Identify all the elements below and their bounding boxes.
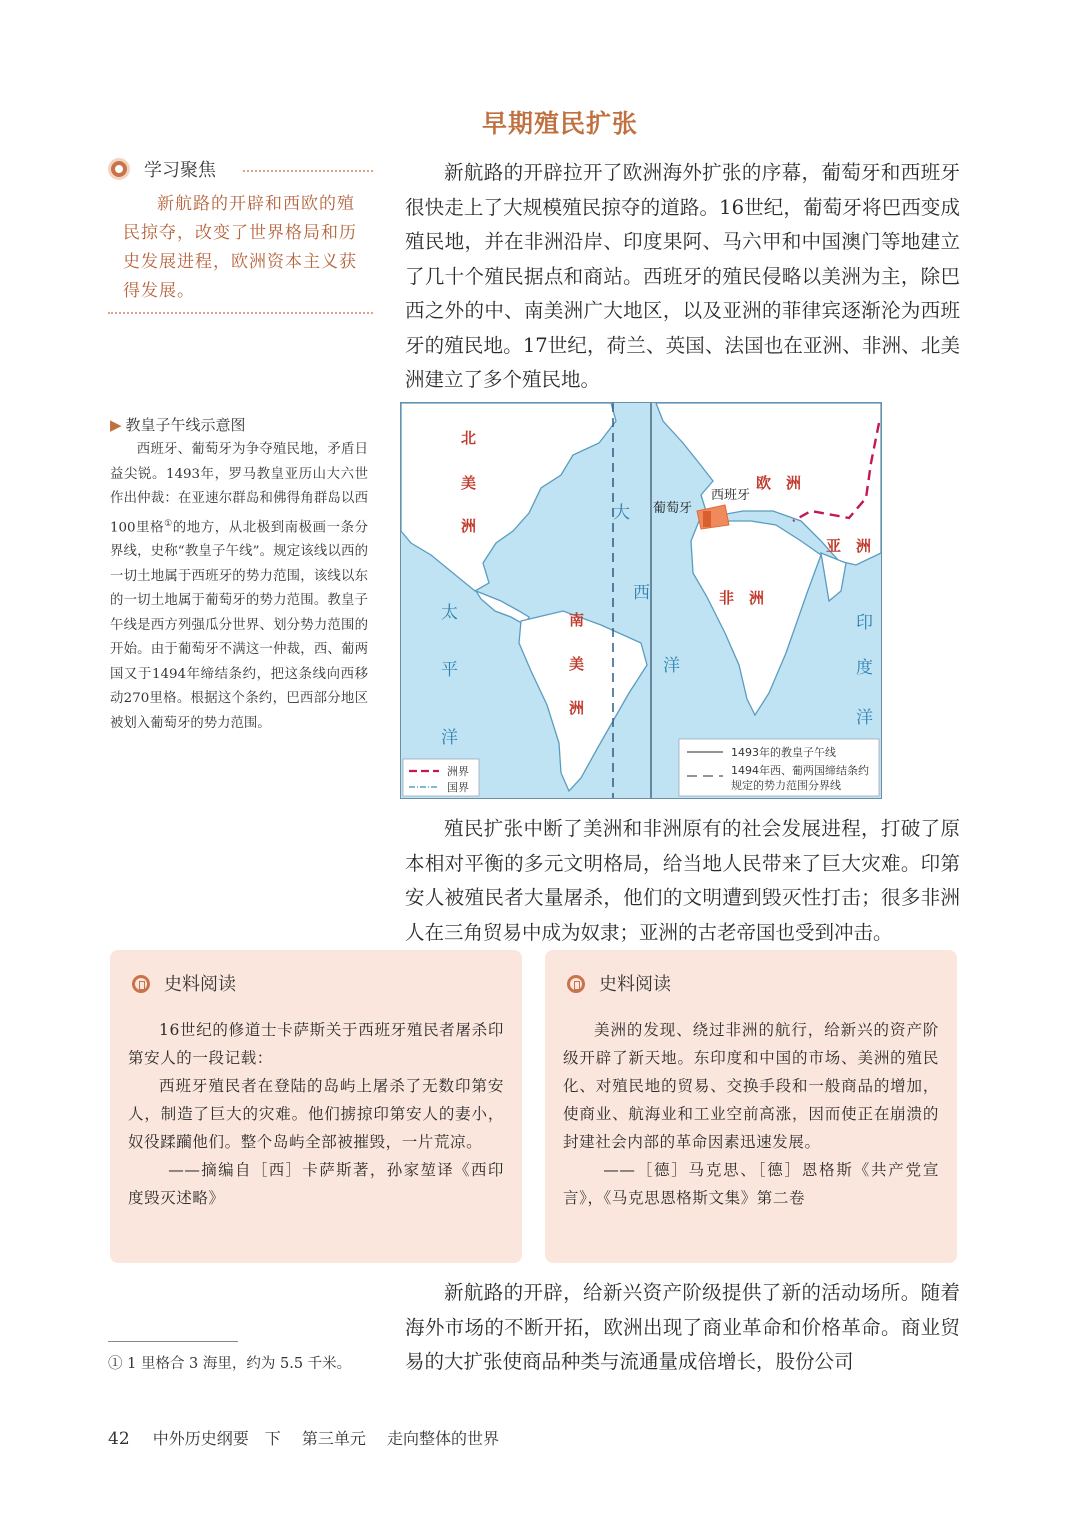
body-paragraph: 新航路的开辟，给新兴资产阶级提供了新的活动场所。随着海外市场的不断开拓，欧洲出现了商业革命和价格革命。商业贸易的大扩张使商品种类与流通量成倍增长，股份公司 [405,1281,960,1373]
target-icon [108,158,130,180]
legend-1494-label-a: 1494年西、葡两国缔结条约 [731,764,869,777]
source-reading-box [545,950,957,1263]
source-heading-text: 史料阅读 [599,974,671,995]
label-atlantic-1: 大 [613,503,630,523]
unit-title: 走向整体的世界 [386,1429,499,1448]
section-title: 早期殖民扩张 [481,109,638,138]
caption-title-text: 教皇子午线示意图 [125,416,246,434]
label-spain: 西班牙 [711,488,751,503]
source-reading-body [563,1016,939,1212]
footnote: ① 1 里格合 3 海里，约为 5.5 千米。 [108,1356,352,1372]
label-south-america-2: 美 [569,655,585,673]
dotted-divider [243,170,373,172]
label-africa: 非 洲 [719,589,765,607]
book-title: 中外历史纲要 下 [152,1429,281,1448]
label-portugal: 葡萄牙 [653,501,693,516]
legend-continent-label: 洲界 [447,765,469,778]
source-paragraph: 西班牙殖民者在登陆的岛屿上屠杀了无数印第安人，制造了巨大的灾难。他们掳掠印第安人的妻小，奴役蹂躏他们。整个岛屿全部被摧毁，一片荒凉。 [128,1077,504,1151]
legend-national-label: 国界 [447,781,469,794]
source-reading-body [128,1016,504,1212]
label-north-america-2: 美 [461,474,477,492]
label-pacific-2: 平 [441,660,458,680]
label-pacific-1: 太 [441,603,458,623]
legend-1493-label: 1493年的教皇子午线 [731,746,836,759]
legend-1494-label-b: 规定的势力范围分界线 [731,779,841,792]
book-icon [132,975,150,993]
dotted-divider [108,312,373,314]
label-indian-3: 洋 [856,708,873,728]
label-indian-1: 印 [856,613,873,633]
book-icon [567,975,585,993]
source-heading-text: 史料阅读 [164,974,236,995]
footnote-ref: ① [164,518,173,529]
source-paragraph: 美洲的发现、绕过非洲的航行，给新兴的资产阶级开辟了新天地。东印度和中国的市场、美洲的殖民化、对殖民地的贸易、交换手段和一般商品的增加，使商业、航海业和工业空前高涨，因而使正在崩溃的封建社会内部的革命因素迅速发展。 [563,1021,939,1151]
body-paragraph: 新航路的开辟拉开了欧洲海外扩张的序幕，葡萄牙和西班牙很快走上了大规模殖民掠夺的道路。16世纪，葡萄牙将巴西变成殖民地，并在非洲沿岸、印度果阿、马六甲和中国澳门等地建立了几十个殖民据点和商站。西班牙的殖民侵略以美洲为主，除巴西之外的中、南美洲广大地区，以及亚洲的菲律宾逐渐沦为西班牙的殖民地。17世纪，荷兰、英国、法国也在亚洲、非洲、北美洲建立了多个殖民地。 [405,161,960,391]
learning-focus-text: 新航路的开辟和西欧的殖民掠夺，改变了世界格局和历史发展进程，欧洲资本主义获得发展。 [123,194,357,301]
label-atlantic-2: 西 [633,583,650,603]
footnote-divider [108,1341,238,1342]
source-reading-box [110,950,522,1263]
label-asia: 亚 洲 [826,537,872,555]
learning-focus-header [108,155,373,187]
page-number: 42 [108,1429,130,1449]
source-paragraph: 16世纪的修道士卡萨斯关于西班牙殖民者屠杀印第安人的一段记载： [128,1021,504,1067]
label-north-america-1: 北 [461,429,477,447]
portugal-highlight [703,511,711,527]
label-pacific-3: 洋 [441,728,458,748]
learning-focus-label: 学习聚焦 [144,160,216,181]
label-atlantic-3: 洋 [663,656,680,676]
triangle-marker-icon: ▶ [110,416,122,434]
map-caption-text [110,438,368,736]
label-europe: 欧 洲 [756,474,802,492]
caption-text-part: 西班牙、葡萄牙为争夺殖民地，矛盾日益尖锐。1493年，罗马教皇亚历山大六世作出仲裁：在亚速尔群岛和佛得角群岛以西100里格 [110,442,368,535]
label-north-america-3: 洲 [461,517,477,535]
label-south-america-3: 洲 [569,699,585,717]
map-caption-title [110,414,246,435]
source-reading-heading [132,970,236,996]
caption-text-part: 的地方，从北极到南极画一条分界线，史称“教皇子午线”。规定该线以西的一切土地属于西班牙的势力范围，该线以东的一切土地属于葡萄牙的势力范围。教皇子午线是西方列强瓜分世界、划分势力范围的开始。由于葡萄牙不满这一仲裁，西、葡两国又于1494年缔结条约，把这条线向西移动270里格。根据这个条约，巴西部分地区被划入葡萄牙的势力范围。 [110,519,368,731]
label-indian-2: 度 [856,658,873,678]
source-reading-heading [567,970,671,996]
papal-line-map [400,402,882,799]
source-citation: ——［德］马克思、［德］恩格斯《共产党宣言》，《马克思恩格斯文集》第二卷 [563,1161,939,1207]
body-paragraph: 殖民扩张中断了美洲和非洲原有的社会发展进程，打破了原本相对平衡的多元文明格局，给当地人民带来了巨大灾难。印第安人被殖民者大量屠杀，他们的文明遭到毁灭性打击；很多非洲人在三角贸易中成为奴隶；亚洲的古老帝国也受到冲击。 [405,817,960,944]
page-footer [108,1426,499,1449]
source-citation: ——摘编自［西］卡萨斯著，孙家堃译《西印度毁灭述略》 [128,1161,504,1207]
world-map-svg [401,403,881,798]
label-south-america-1: 南 [569,611,585,629]
unit-number: 第三单元 [301,1429,366,1448]
